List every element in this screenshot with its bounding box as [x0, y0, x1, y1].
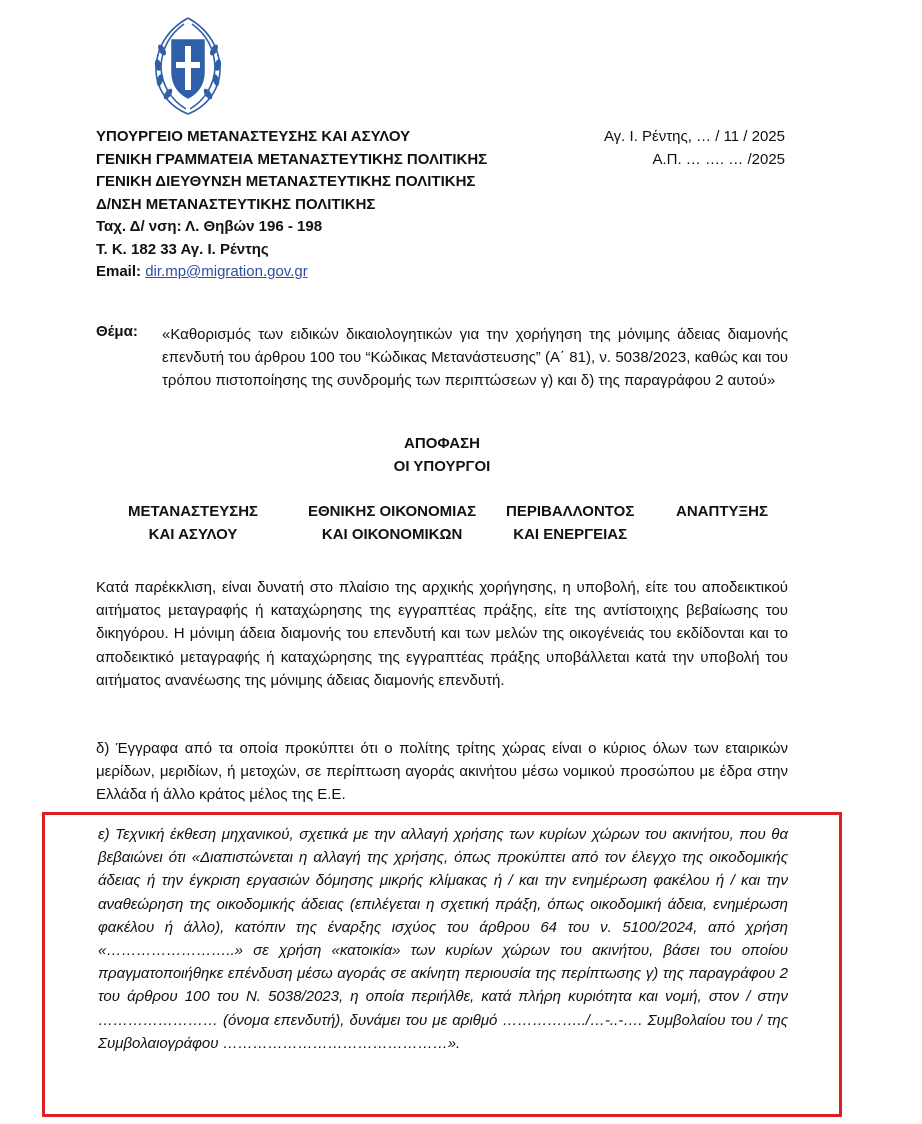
- paragraph-e: ε) Τεχνική έκθεση μηχανικού, σχετικά με την αλλαγή χρήσης των κυρίων χώρων του ακινήτου, που θα βεβαιώνει ότι «Διαπιστώνεται η αλλαγή της χρήσης, όπως προκύπτει από τον έλεγχο της οικοδομικής άδειας ή την έγκριση εργασιών δόμησης μικρής κλίμακας ή / και την ενημέρωση φακέλου ή / και την αναθεώρηση της οικοδομικής άδειας (επιλέγεται η σχετική πράξη, όπως οικοδομική άδεια, ενημέρωση φακέλου ή άλλο), κατόπιν της έναρξης ισχύος του άρθρου 64 του ν. 5100/2024, από χρήση «……………………..» σε χρήση «κατοικία» των κυρίων χώρων του ακινήτου, βάσει του οποίου πραγματοποιήθηκε επένδυση μέσω αγοράς σε ακίνητη περιουσία της περίπτωσης γ) της παραγράφου 2 του άρθρου 100 του Ν. 5038/2023, η οποία περιήλθε, κατά πλήρη κυριότητα και νομή, στον / στην …………………… (όνομα επενδυτή), δυνάμει του με αριθμό ……………../…-..-…. Συμβολαίου του / της Συμβολαιογράφου ………………………………………».: [98, 826, 788, 1052]
- ministers-row: [96, 500, 788, 550]
- ministry-line: ΕΘΝΙΚΗΣ ΟΙΚΟΝΟΜΙΑΣ: [308, 503, 477, 520]
- sender-block: [96, 126, 566, 284]
- email-label: Email:: [96, 263, 142, 280]
- ministry-name: ΥΠΟΥΡΓΕΙΟ ΜΕΤΑΝΑΣΤΕΥΣΗΣ ΚΑΙ ΑΣΥΛΟΥ: [96, 128, 411, 145]
- subject-block: [96, 323, 788, 392]
- ministry-line: ΚΑΙ ΕΝΕΡΓΕΙΑΣ: [513, 526, 628, 543]
- directorate: Δ/ΝΣΗ ΜΕΤΑΝΑΣΤΕΥΤΙΚΗΣ ΠΟΛΙΤΙΚΗΣ: [96, 195, 376, 213]
- paragraph-exemption: Κατά παρέκκλιση, είναι δυνατή στο πλαίσιο της αρχικής χορήγησης, η υποβολή, είτε του αποδεικτικού αιτήματος μεταγραφής ή καταχώρησης της εγγραπτέας πράξης, είτε της αντίστοιχης βεβαίωσης του δικηγόρου. Η μόνιμη άδεια διαμονής του επενδυτή και των μελών της οικογένειάς του εκδίδονται και το αποδεικτικό μεταγραφής ή καταχώρησης της εγγραπτέας πράξης υποβάλλεται κατά την υποβολή του αιτήματος ανανέωσης της μόνιμης άδειας διαμονής επενδυτή.: [96, 579, 788, 689]
- decision-title: ΑΠΟΦΑΣΗ: [404, 435, 480, 452]
- ministry-line: ΑΝΑΠΤΥΞΗΣ: [676, 503, 768, 520]
- general-secretariat: ΓΕΝΙΚΗ ΓΡΑΜΜΑΤΕΙΑ ΜΕΤΑΝΑΣΤΕΥΤΙΚΗΣ ΠΟΛΙΤΙΚΗΣ: [96, 150, 488, 168]
- ministry-line: ΜΕΤΑΝΑΣΤΕΥΣΗΣ: [128, 503, 259, 520]
- ministry-line: ΚΑΙ ΟΙΚΟΝΟΜΙΚΩΝ: [321, 526, 463, 543]
- postal-address: Ταχ. Δ/ νση: Λ. Θηβών 196 - 198: [96, 218, 323, 235]
- ministry-development: [676, 500, 768, 523]
- email-line: [96, 261, 566, 284]
- paragraph-d: δ) Έγγραφα από τα οποία προκύπτει ότι ο πολίτης τρίτης χώρας είναι ο κύριος όλων των εταιρικών μερίδων, μεριδίων, ή μετοχών, σε περίπτωση αγοράς ακινήτου μέσω νομικού προσώπου με έδρα στην Ελλάδα ή άλλο κράτος μέλος της Ε.Ε.: [96, 740, 788, 804]
- date-protocol-block: [604, 126, 785, 171]
- protocol-number: Α.Π. … …. … /2025: [652, 150, 785, 168]
- subject-label: Θέμα:: [96, 323, 138, 340]
- ministry-economy: [308, 500, 476, 546]
- email-link[interactable]: dir.mp@migration.gov.gr: [145, 263, 308, 280]
- hellenic-republic-emblem: [140, 10, 236, 122]
- ministry-line: ΚΑΙ ΑΣΥΛΟΥ: [148, 526, 238, 543]
- ministry-line: ΠΕΡΙΒΑΛΛΟΝΤΟΣ: [506, 503, 635, 520]
- place-date: Αγ. Ι. Ρέντης, … / 11 / 2025: [603, 128, 785, 145]
- decision-heading: [96, 432, 788, 478]
- ministry-environment: [506, 500, 634, 546]
- postal-code: Τ. Κ. 182 33 Αγ. Ι. Ρέντης: [96, 240, 269, 258]
- general-directorate: ΓΕΝΙΚΗ ΔΙΕΥΘΥΝΣΗ ΜΕΤΑΝΑΣΤΕΥΤΙΚΗΣ ΠΟΛΙΤΙΚΗΣ: [96, 173, 476, 190]
- decision-subtitle: ΟΙ ΥΠΟΥΡΓΟΙ: [393, 458, 491, 475]
- subject-text: «Καθορισμός των ειδικών δικαιολογητικών για την χορήγηση της μόνιμης άδειας διαμονής επενδυτή του άρθρου 100 του “Κώδικας Μετανάστευσης” (Α΄ 81), ν. 5038/2023, καθώς και του τρόπου πιστοποίησης της συνδρομής των περιπτώσεων γ) και δ) της παραγράφου 2 αυτού»: [162, 326, 788, 389]
- ministry-migration: [128, 500, 258, 546]
